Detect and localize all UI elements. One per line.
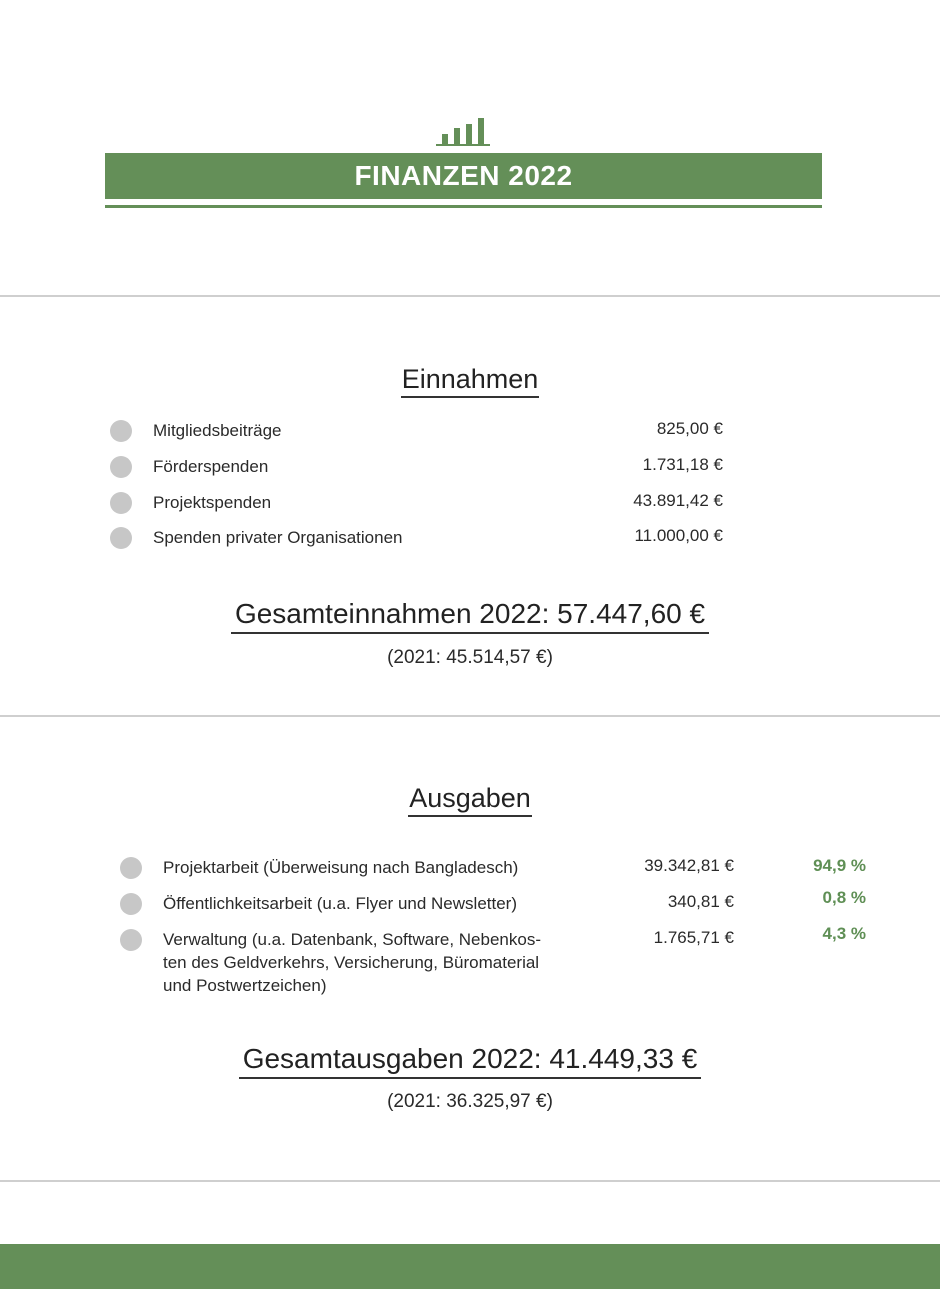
list-item [0, 924, 940, 1000]
einnahmen-heading: Einnahmen [0, 364, 940, 395]
ausgaben-previous-year: (2021: 36.325,97 €) [387, 1091, 553, 1112]
item-amount: 340,81 € [667, 892, 734, 911]
list-item [0, 526, 940, 552]
page-title: FINANZEN 2022 [105, 153, 822, 199]
bullet-icon [110, 420, 132, 442]
bullet-icon [110, 456, 132, 478]
item-percent: 94,9 % [813, 856, 866, 875]
list-item [0, 856, 940, 882]
item-amount: 39.342,81 € [644, 856, 734, 875]
ausgaben-heading: Ausgaben [0, 783, 940, 814]
list-item [0, 455, 940, 481]
item-amount: 43.891,42 € [633, 491, 723, 510]
title-underline [105, 205, 822, 208]
item-percent: 0,8 % [822, 888, 866, 907]
item-label: Förderspenden [153, 457, 269, 476]
bullet-icon [110, 492, 132, 514]
item-percent: 4,3 % [822, 924, 866, 943]
item-label: Spenden privater Organisationen [153, 528, 403, 547]
item-amount: 825,00 € [656, 419, 723, 438]
bullet-icon [120, 929, 142, 951]
ausgaben-total: Gesamtausgaben 2022: 41.449,33 € [0, 1043, 940, 1075]
item-label: Mitgliedsbeiträge [153, 421, 282, 440]
bullet-icon [110, 527, 132, 549]
divider [0, 1180, 940, 1182]
list-item [0, 419, 940, 445]
item-label: Verwaltung (u.a. Datenbank, Software, Nebenkos- ten des Geldverkehrs, Versicherung, Büromaterial und Postwertzeichen) [163, 930, 541, 995]
item-amount: 1.731,18 € [642, 455, 723, 474]
bar-chart-icon [436, 116, 490, 146]
divider [0, 715, 940, 717]
list-item [0, 491, 940, 517]
list-item [0, 888, 940, 918]
item-amount: 11.000,00 € [634, 526, 723, 545]
bullet-icon [120, 893, 142, 915]
footer-band [0, 1244, 940, 1289]
bullet-icon [120, 857, 142, 879]
item-label: Projektarbeit (Überweisung nach Bangladesch) [163, 858, 519, 877]
item-label: Öffentlichkeitsarbeit (u.a. Flyer und Newsletter) [163, 894, 517, 913]
einnahmen-previous-year: (2021: 45.514,57 €) [387, 647, 553, 668]
item-label: Projektspenden [153, 493, 272, 512]
item-amount: 1.765,71 € [653, 928, 734, 947]
einnahmen-total: Gesamteinnahmen 2022: 57.447,60 € [0, 598, 940, 630]
divider [0, 295, 940, 297]
